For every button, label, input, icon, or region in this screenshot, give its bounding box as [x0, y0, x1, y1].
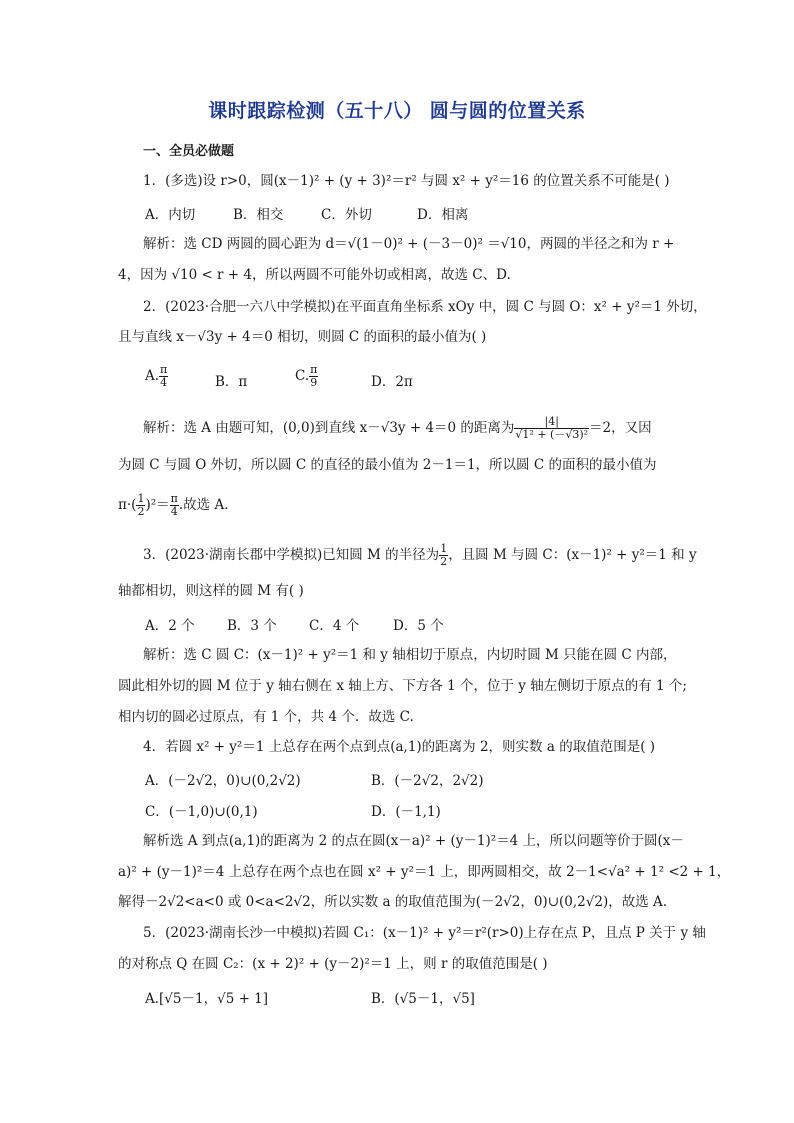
- q5-options: [145, 987, 645, 1005]
- q2-stem-line1: 2．(2023·合肥一六八中学模拟)在平面直角坐标系 xOy 中，圆 C 与圆 O：x² + y²＝1 外切，: [143, 299, 707, 315]
- q3-solution-line1: 解析：选 C 圆 C：(x－1)² + y²＝1 和 y 轴相切于原点，内切时圆 M 只能在圆 C 内部，: [143, 647, 677, 663]
- q3-solution-line2: 圆此相外切的圆 M 位于 y 轴右侧在 x 轴上方、下方各 1 个，位于 y 轴左侧切于原点的有 1 个;: [118, 678, 687, 694]
- section-heading: 一、全员必做题: [143, 144, 235, 159]
- q4-option-b: B．(－2√2，2√2): [371, 773, 484, 789]
- q2-stem-line2: 且与直线 x－√3y + 4＝0 相切，则圆 C 的面积的最小值为( ): [118, 329, 487, 345]
- q3-stem-line2: 轴都相切，则这样的圆 M 有( ): [118, 583, 304, 599]
- page-title: 课时跟踪检测（五十八） 圆与圆的位置关系: [208, 100, 586, 122]
- q1-option-a: A．内切: [145, 207, 196, 223]
- q1-stem: 1．(多选)设 r>0，圆(x－1)² + (y + 3)²＝r² 与圆 x² + y²＝16 的位置关系不可能是( ): [143, 173, 670, 189]
- q4-options-row2: [145, 800, 645, 818]
- q3-option-c: C．4 个: [309, 618, 360, 634]
- q3-stem-line1: [143, 540, 703, 570]
- q3-stem-num: 1: [440, 542, 448, 555]
- q2-option-c: [295, 364, 318, 389]
- q4-solution-line1: 解析选 A 到点(a,1)的距离为 2 的点在圆(x－a)² + (y－1)²＝4 上，所以问题等价于圆(x－: [143, 833, 684, 849]
- q3-option-b: B．3 个: [227, 618, 277, 634]
- q4-solution-line3: 解得－2√2<a<0 或 0<a<2√2，所以实数 a 的取值范围为(－2√2，0)∪(0,2√2)，故选 A.: [118, 894, 668, 910]
- q3-stem-pre: 3．(2023·湖南长郡中学模拟)已知圆 M 的半径为: [143, 547, 440, 563]
- q1-solution-line1: 解析：选 CD 两圆的圆心距为 d＝√(1－0)² + (－3－0)² ＝√10，两圆的半径之和为 r +: [143, 236, 675, 252]
- q2-option-c-fraction: [309, 364, 318, 389]
- q4-option-d: D．(－1,1): [371, 804, 441, 820]
- q2-solution-text: 解析：选 A 由题可知，(0,0)到直线 x－√3y + 4＝0 的距离为: [143, 420, 515, 436]
- q4-stem: 4．若圆 x² + y²＝1 上总存在两个点到点(a,1)的距离为 2，则实数 a 的取值范围是( ): [143, 739, 656, 755]
- q2-solution-line3-den1: 2: [137, 505, 145, 518]
- q2-option-b: B．π: [215, 374, 248, 390]
- q2-option-a-label: A.: [145, 368, 160, 384]
- q2-options: [145, 364, 645, 394]
- q3-options: [145, 614, 645, 632]
- q3-solution-line3: 相内切的圆必过原点，有 1 个，共 4 个．故选 C.: [118, 709, 414, 725]
- q5-stem-line2: 的对称点 Q 在圆 C₂：(x + 2)² + (y－2)²＝1 上，则 r 的取值范围是( ): [118, 956, 548, 972]
- q2-solution-line3-fraction2: [170, 493, 179, 518]
- q2-option-c-den: 9: [310, 376, 318, 389]
- q2-solution-line3: [118, 490, 678, 520]
- q4-solution-line2: a)² + (y－1)²＝4 上总存在两个点也在圆 x² + y²＝1 上，即两圆相交，故 2－1<√a² + 1² <2 + 1，: [118, 864, 731, 880]
- q1-option-d: D．相离: [417, 207, 469, 223]
- q3-option-a: A．2 个: [145, 618, 195, 634]
- q2-option-a-num: π: [160, 363, 168, 376]
- q2-option-c-num: π: [310, 363, 318, 376]
- q2-solution-line3-pre: π·(: [118, 497, 137, 513]
- q3-stem-fraction: [439, 543, 448, 568]
- q4-option-c: C．(－1,0)∪(0,1): [145, 804, 258, 820]
- q4-options-row1: [145, 769, 645, 787]
- q4-option-a: A．(－2√2，0)∪(0,2√2): [145, 773, 301, 789]
- q2-solution-line2: 为圆 C 与圆 O 外切，所以圆 C 的直径的最小值为 2－1＝1，所以圆 C 的面积的最小值为: [118, 457, 657, 473]
- q2-solution-line3-post: .故选 A.: [178, 497, 229, 513]
- q2-solution-frac-num: |4|: [514, 416, 589, 429]
- q2-solution-line3-num2: π: [170, 492, 178, 505]
- q5-option-b: B．(√5－1，√5]: [371, 991, 475, 1007]
- q5-option-a: A.[√5－1，√5 + 1]: [145, 991, 269, 1007]
- q1-options: [145, 203, 645, 221]
- q2-solution-line3-num1: 1: [137, 492, 145, 505]
- q1-option-c: C．外切: [321, 207, 372, 223]
- q3-option-d: D．5 个: [393, 618, 444, 634]
- q2-solution-line1: [143, 414, 703, 442]
- q3-stem-den: 2: [440, 555, 448, 568]
- q2-solution-line3-mid: )²＝: [145, 497, 170, 513]
- q5-stem-line1: 5．(2023·湖南长沙一中模拟)若圆 C₁：(x－1)² + y²＝r²(r>0)上存在点 P，且点 P 关于 y 轴: [143, 925, 706, 941]
- q2-option-d: D．2π: [371, 374, 413, 390]
- q2-solution-line3-den2: 4: [170, 505, 178, 518]
- q2-solution-text-post: ＝2，又因: [589, 420, 652, 436]
- q2-solution-frac-den: √1² + (－√3)²: [515, 428, 589, 441]
- q2-option-a-den: 4: [160, 376, 168, 389]
- q3-stem-post: ，且圆 M 与圆 C：(x－1)² + y²＝1 和 y: [448, 547, 697, 563]
- q1-option-b: B．相交: [233, 207, 284, 223]
- q2-solution-fraction: [514, 416, 589, 441]
- q2-option-a: [145, 364, 168, 389]
- q2-option-c-label: C.: [295, 368, 310, 384]
- q1-solution-line2: 4，因为 √10 < r + 4，所以两圆不可能外切或相离，故选 C、D.: [118, 267, 511, 283]
- q2-option-a-fraction: [159, 364, 168, 389]
